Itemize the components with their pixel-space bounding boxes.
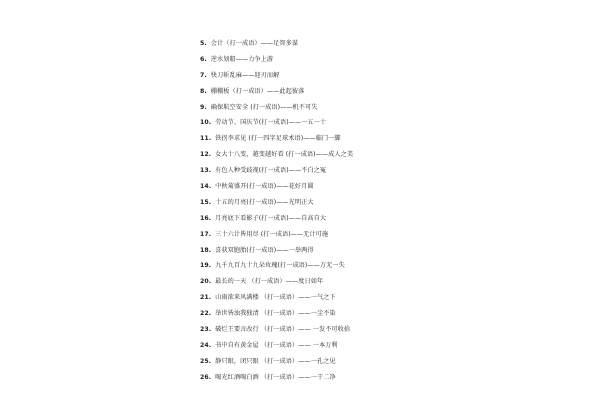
item-text: 喜获双胞胎(打一成语)——一举两得 — [215, 246, 314, 254]
item-number: 22. — [200, 310, 212, 318]
list-item — [200, 68, 353, 84]
list-item — [200, 36, 353, 52]
item-text: 最长的一天 （打一成语）——度日如年 — [215, 278, 324, 286]
item-text: 棚棚板（打一成语）——此起彼落 — [210, 87, 305, 95]
list-item — [200, 322, 353, 338]
item-number: 9. — [200, 103, 207, 111]
item-number: 25. — [200, 357, 212, 365]
list-item — [200, 243, 353, 259]
list-item — [200, 163, 353, 179]
item-text: 举世皆浊我独清 （打一成语）——一尘不染 — [215, 310, 336, 318]
item-text: 逆水划船——力争上游 — [210, 55, 274, 63]
item-text: 九千九百九十九朵玫瑰(打一成语)——万无一失 — [215, 262, 345, 270]
item-number: 12. — [200, 151, 212, 159]
item-number: 16. — [200, 214, 212, 222]
item-text: 快刀斩乱麻——迎刃而解 — [210, 71, 280, 79]
item-number: 15. — [200, 198, 212, 206]
list-item — [200, 131, 353, 147]
item-number: 5. — [200, 40, 207, 47]
item-text: 山雨欲来风满楼 （打一成语）——一气之下 — [215, 294, 336, 302]
item-number: 23. — [200, 326, 212, 334]
item-number: 10. — [200, 119, 212, 127]
item-text: 十五的月亮(打一成语)——光明正大 — [215, 198, 314, 206]
list-item — [200, 274, 353, 290]
list-item — [200, 338, 353, 354]
item-text: 中秋菊盛开(打一成语)——花好月圆 — [215, 183, 314, 191]
item-text: 确保航空安全 (打一成语)——机不可失 — [210, 103, 318, 111]
list-item — [200, 100, 353, 116]
list-item — [200, 52, 353, 68]
item-number: 20. — [200, 278, 212, 286]
list-item — [200, 227, 353, 243]
item-number: 6. — [200, 55, 207, 63]
item-number: 17. — [200, 230, 212, 238]
list-item — [200, 354, 353, 370]
item-text: 静只眼，闭只眼 （打一成语）——一孔之见 — [215, 357, 336, 365]
item-number: 11. — [200, 135, 212, 143]
list-item — [200, 115, 353, 131]
list-item — [200, 147, 353, 163]
item-number: 8. — [200, 87, 207, 95]
item-text: 月亮底下看影子(打一成语)——自高自大 — [215, 214, 327, 222]
item-text: 书中自有黄金屋 （打一成语）—— 一本万利 — [215, 341, 338, 349]
list-item — [200, 306, 353, 322]
item-text: 铁拐李求见 (打一四字足球术语)——临门一脚 — [215, 135, 341, 143]
list-item — [200, 211, 353, 227]
list-item — [200, 290, 353, 306]
item-text: 劳动节、国庆节(打一成语)——一五一十 — [215, 119, 327, 127]
item-number: 18. — [200, 246, 212, 254]
item-text: 会计（打一成语）——足智多谋 — [210, 40, 299, 47]
item-number: 26. — [200, 373, 212, 381]
item-text: 破烂王要言改行 （打一成语）—— 一发不可收拾 — [215, 326, 351, 334]
item-text: 有色人种受歧视(打一成语)——不白之冤 — [215, 167, 327, 175]
list-item — [200, 179, 353, 195]
item-number: 24. — [200, 341, 212, 349]
list-item — [200, 84, 353, 100]
item-number: 19. — [200, 262, 212, 270]
item-number: 13. — [200, 167, 212, 175]
item-number: 21. — [200, 294, 212, 302]
item-number: 7. — [200, 71, 207, 79]
list-item — [200, 370, 353, 386]
item-text: 三十六计皆用尽 (打一成语)——无计可施 — [215, 230, 329, 238]
item-text: 女大十八变，越变越好看 (打一成语)——成人之美 — [215, 151, 354, 159]
list-item — [200, 195, 353, 211]
riddle-list — [200, 36, 353, 386]
list-item — [200, 258, 353, 274]
item-text: 喝光红酒喝白酒 （打一成语）——一干二净 — [215, 373, 336, 381]
item-number: 14. — [200, 183, 212, 191]
